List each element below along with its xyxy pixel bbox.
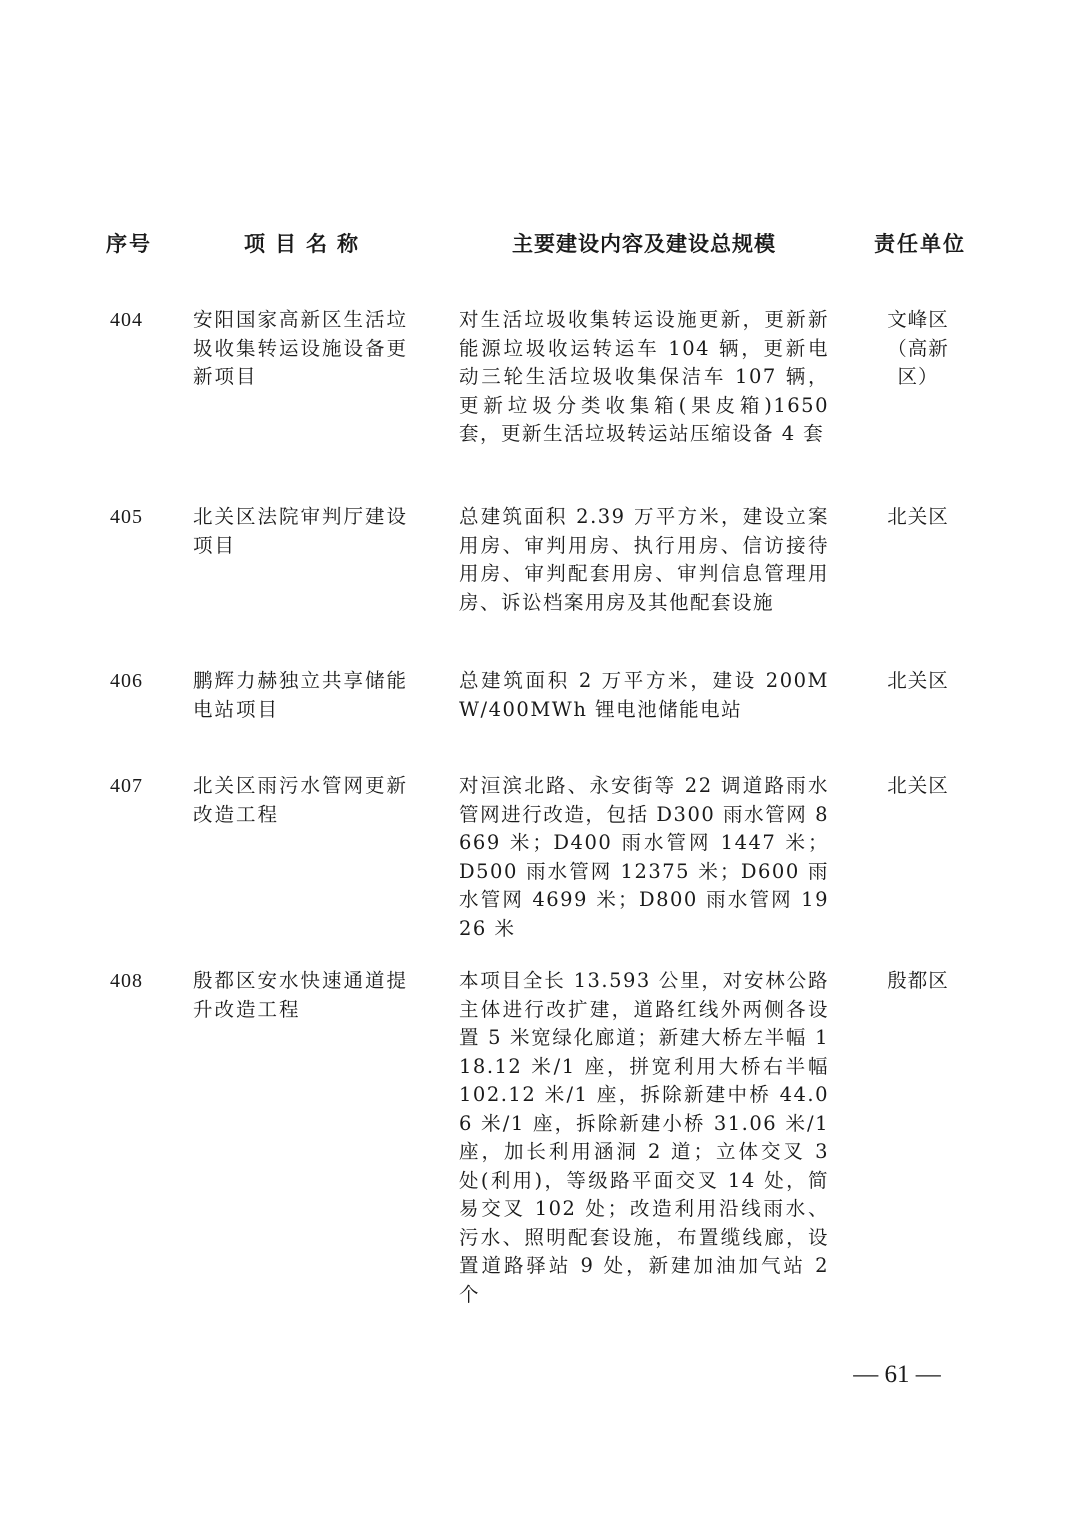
unit-line: 北关区 xyxy=(887,669,949,692)
unit-line: 文峰区 xyxy=(887,308,949,331)
row-content: 对生活垃圾收集转运设施更新，更新新能源垃圾收运转运车 104 辆，更新电动三轮生活垃圾收集保洁车 107 辆，更新垃圾分类收集箱(果皮箱)1650 套，更新生活垃圾转运站压缩设备 4 套 xyxy=(459,308,829,445)
row-content: 对洹滨北路、永安街等 22 调道路雨水管网进行改造，包括 D300 雨水管网 8669 米；D400 雨水管网 1447 米；D500 雨水管网 12375 米；D600 雨水管网 4699 米；D800 雨水管网 1926 米 xyxy=(459,774,829,940)
row-content: 总建筑面积 2 万平方米，建设 200MW/400MWh 锂电池储能电站 xyxy=(459,669,829,721)
row-responsible-unit xyxy=(876,772,960,801)
unit-line: 殷都区 xyxy=(887,969,949,992)
row-responsible-unit xyxy=(876,967,960,996)
row-seq: 404 xyxy=(110,309,143,331)
row-project-name: 安阳国家高新区生活垃圾收集转运设施设备更新项目 xyxy=(193,308,409,388)
row-project-name: 殷都区安水快速通道提升改造工程 xyxy=(193,969,409,1021)
row-responsible-unit xyxy=(876,667,960,696)
row-responsible-unit xyxy=(876,503,960,532)
header-seq: 序号 xyxy=(106,232,152,256)
row-seq: 408 xyxy=(110,970,143,992)
unit-line: （高新 xyxy=(887,336,949,360)
row-content: 本项目全长 13.593 公里，对安林公路主体进行改扩建，道路红线外两侧各设置 5 米宽绿化廊道；新建大桥左半幅 118.12 米/1 座，拼宽利用大桥右半幅 102.12 米/1 座，拆除新建中桥 44.06 米/1 座，拆除新建小桥 31.06 米/1 座，加长利用涵洞 2 道；立体交叉 3 处(利用)，等级路平面交叉 14 处，简易交叉 102 处；改造利用沿线雨水、污水、照明配套设施，布置缆线廊，设置道路驿站 9 处，新建加油加气站 2 个 xyxy=(459,969,829,1306)
header-project-name: 项目名称 xyxy=(244,232,368,256)
row-project-name: 鹏辉力赫独立共享储能电站项目 xyxy=(193,669,409,721)
unit-line: 北关区 xyxy=(887,774,949,797)
row-seq: 405 xyxy=(110,506,143,528)
row-content: 总建筑面积 2.39 万平方米，建设立案用房、审判用房、执行用房、信访接待用房、审判配套用房、审判信息管理用房、诉讼档案用房及其他配套设施 xyxy=(459,505,829,614)
table-header xyxy=(0,228,1080,260)
row-responsible-unit xyxy=(876,306,960,392)
unit-line: 北关区 xyxy=(887,505,949,528)
row-seq: 407 xyxy=(110,775,143,797)
header-content: 主要建设内容及建设总规模 xyxy=(512,232,776,256)
unit-line: 区） xyxy=(897,365,939,388)
row-seq: 406 xyxy=(110,670,143,692)
page-number: — 61 — xyxy=(853,1361,941,1388)
row-project-name: 北关区法院审判厅建设项目 xyxy=(193,505,409,557)
header-responsible-unit: 责任单位 xyxy=(874,232,966,256)
row-project-name: 北关区雨污水管网更新改造工程 xyxy=(193,774,409,826)
